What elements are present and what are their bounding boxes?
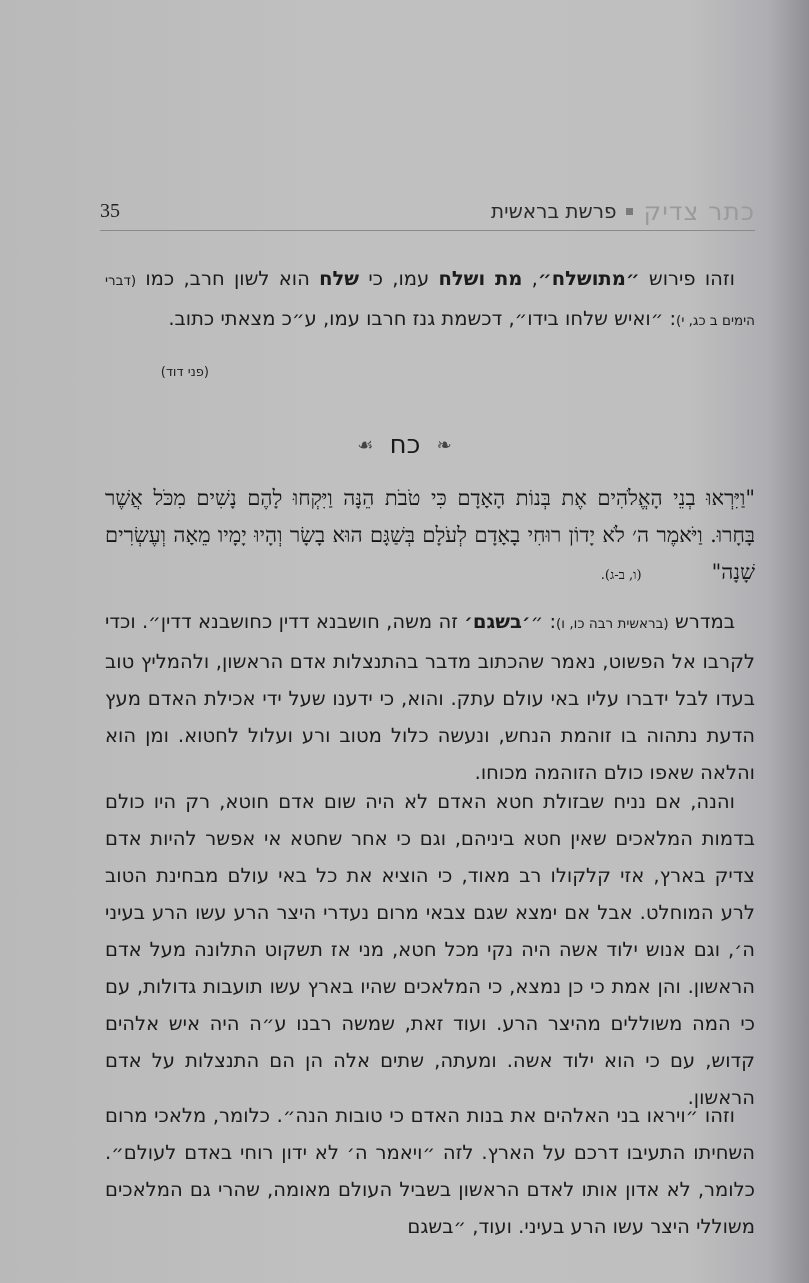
author-signature: (פני דוד) <box>160 365 209 380</box>
fleuron-ornament-icon: ☙ <box>357 435 374 456</box>
bold-term: ״מתושלח״ <box>537 267 640 290</box>
text-run: : ״ <box>530 610 557 633</box>
paragraph-1 <box>105 260 755 340</box>
text-run: וזהו פירוש <box>639 267 735 290</box>
header-divider <box>100 230 755 231</box>
text-run: במדרש <box>668 610 735 633</box>
bold-term: שלח <box>319 267 360 290</box>
text-run: הוא לשון חרב, כמו <box>136 267 320 290</box>
bold-term: מת ושלח <box>438 267 523 290</box>
page-number: 35 <box>100 199 120 222</box>
source-citation: (דברי הימים ב כג, י) <box>105 273 755 329</box>
text-run: זה משה, חושבנא דדין כחושבנא דדין״. וכדי לקרבו אל הפשוט, נאמר שהכתוב מדבר בהתנצלות אדם הראשון, ולהמליץ טוב בעדו לבל ידברו עליו באי עולם עתק. והוא, כי ידענו שעל ידי אכילת האדם מעץ הדעת נתהוה בו זוהמת הנחש, ונעשה כלול מטוב ורע ועלול לחטוא. ומן הוא והלאה שאפו כולם הזוהמה מכוחו. <box>105 610 755 784</box>
text-run: עמו, כי <box>359 267 439 290</box>
verse-text: "וַיִּרְאוּ בְנֵי הָאֱלֹהִים אֶת בְּנוֹת הָאָדָם כִּי טֹבֹת הֵנָּה וַיִּקְחוּ לָהֶם נָשִׁים מִכֹּל אֲשֶׁר בָּחָרוּ. וַיֹּאמֶר ה׳ לֹא יָדוֹן רוּחִי בָאָדָם לְעֹלָם בְּשַׁגָּם הוּא בָשָׂר וְהָיוּ יָמָיו מֵאָה וְעֶשְׂרִים שָׁנָה" <box>105 486 755 584</box>
square-separator-icon <box>626 208 633 215</box>
source-citation: (בראשית רבה כו, ו) <box>556 616 669 632</box>
verse-citation: (ו, ב-ג). <box>600 568 642 583</box>
paragraph-2 <box>105 603 755 791</box>
section-heading <box>0 430 809 460</box>
fleuron-ornament-icon: ❧ <box>436 435 452 456</box>
section-number: כח <box>389 430 421 460</box>
verse-quote <box>105 480 755 594</box>
running-header <box>100 196 755 226</box>
book-title: כתר צדיק <box>643 196 755 226</box>
paragraph-4: וזהו ״ויראו בני האלהים את בנות האדם כי טובות הנה״. כלומר, מלאכי מרום השחיתו התעיבו דרכם על הארץ. לזה ״ויאמר ה׳ לא ידון רוחי באדם לעולם״. כלומר, לא אדון אותו לאדם הראשון בשביל העולם מאומה, שהרי גם המלאכים משוללי היצר עשו הרע בעיני. ועוד, ״בשגם <box>105 1104 755 1238</box>
paragraph-3: והנה, אם נניח שבזולת חטא האדם לא היה שום אדם חוטא, רק היו כולם בדמות המלאכים שאין חטא ביניהם, וגם כי אחר שחטא אי אפשר להיות אדם צדיק בארץ, אזי קלקולו רב מאוד, כי הוציא את כל באי עולם מבחינת הטוב לרע המוחלט. אבל אם ימצא שגם צבאי מרום נעדרי היצר הרע עשו הרע בעיני ה׳, וגם אנוש ילוד אשה היה נקי מכל חטא, מני אז תשקוט התלונה מעל אדם הראשון. והן אמת כי כן נמצא, כי המלאכים שהיו בארץ עשו תועבות גדולות, עם כי המה משוללים מהיצר הרע. ועוד זאת, שמשה רבנו ע״ה היה איש אלהים קדוש, עם כי הוא ילוד אשה. ומעתה, שתים אלה הן הם התנצלות על אדם הראשון. <box>105 790 755 1109</box>
text-run: : ״ואיש שלחו בידו״, דכשמת גנז חרבו עמו, ע״כ מצאתי כתוב. <box>168 307 677 330</box>
parsha-title: פרשת בראשית <box>491 199 617 223</box>
text-run: , <box>522 267 538 290</box>
bold-term: ׳בשגם׳ <box>464 610 531 633</box>
